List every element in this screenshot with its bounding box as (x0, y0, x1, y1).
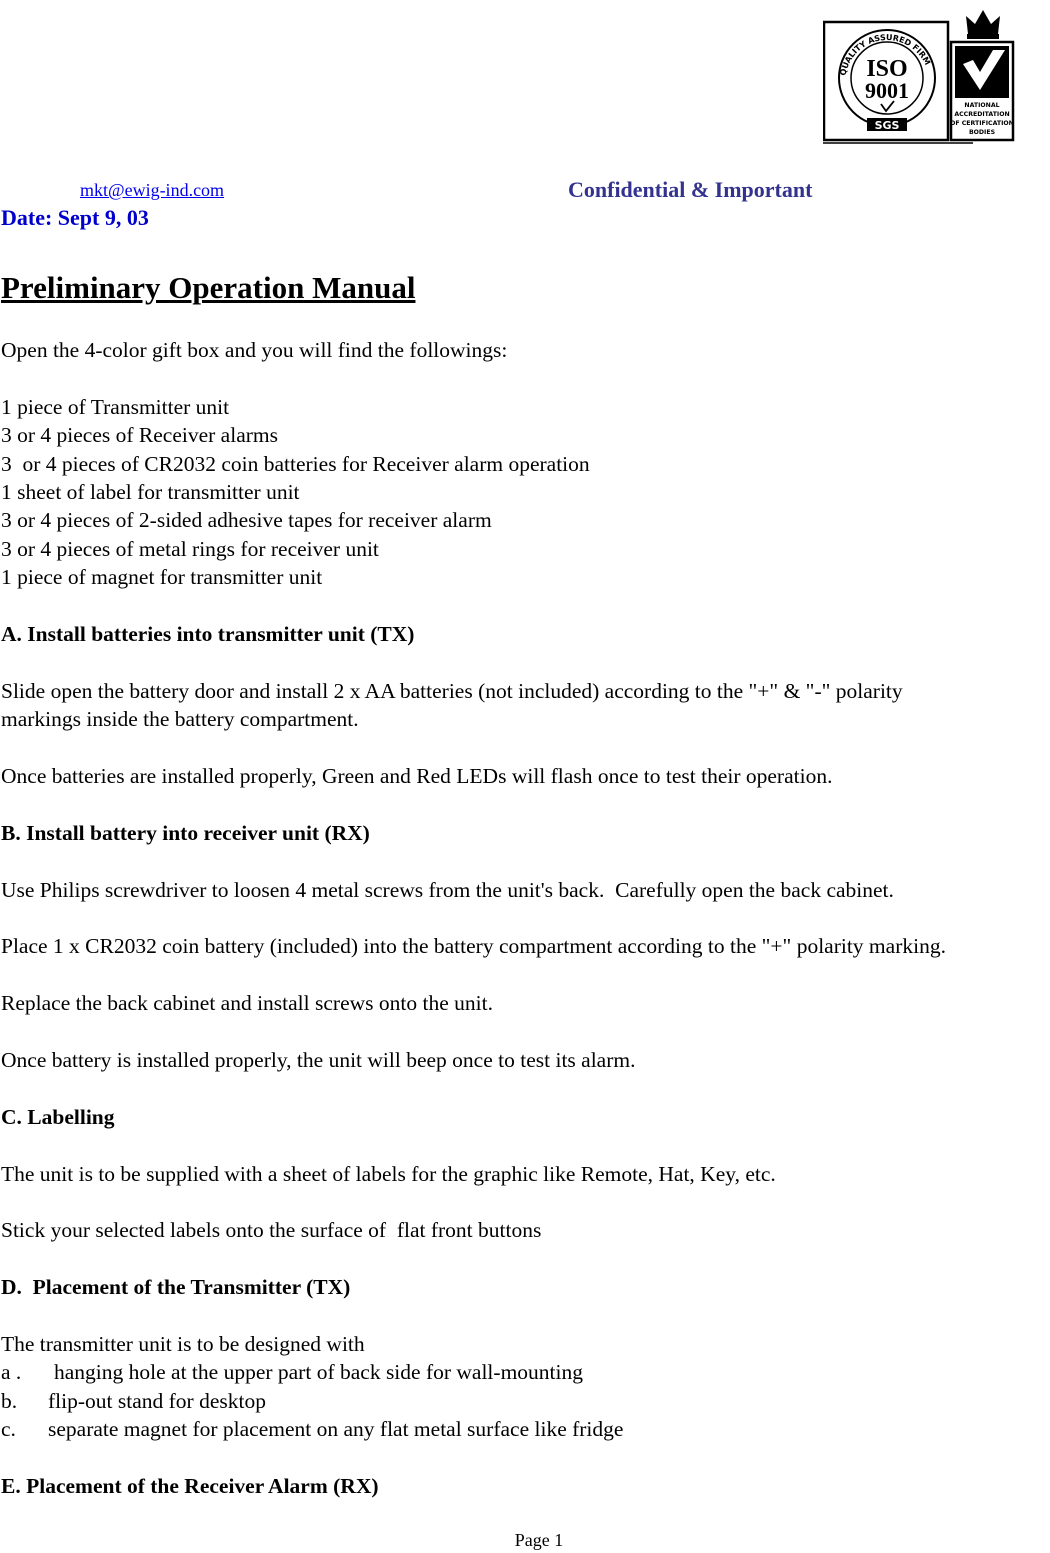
section-d-heading: D. Placement of the Transmitter (TX) (1, 1275, 351, 1300)
manual-body (1, 336, 1050, 1529)
list-item-label: c. (1, 1417, 16, 1442)
document-date: Date: Sept 9, 03 (1, 205, 149, 230)
logo-accreditation-line-3: OF CERTIFICATION (950, 120, 1014, 127)
section-a-paragraph: Once batteries are installed properly, Green and Red LEDs will flash once to test their operation. (1, 764, 833, 789)
section-b-paragraph: Place 1 x CR2032 coin battery (included) into the battery compartment according to the "+" polarity marking. (1, 934, 946, 959)
section-b-paragraph: Once battery is installed properly, the unit will beep once to test its alarm. (1, 1048, 636, 1073)
list-item-text: hanging hole at the upper part of back side for wall-mounting (54, 1360, 583, 1385)
email-link[interactable]: mkt@ewig-ind.com (80, 180, 225, 200)
section-a-paragraph (1, 677, 1050, 734)
section-b-heading: B. Install battery into receiver unit (RX) (1, 820, 370, 845)
section-e-heading: E. Placement of the Receiver Alarm (RX) (1, 1474, 379, 1499)
logo-iso-number: 9001 (865, 78, 909, 103)
section-c-paragraph: Stick your selected labels onto the surface of flat front buttons (1, 1218, 542, 1243)
contents-list-item: 1 sheet of label for transmitter unit (1, 480, 300, 505)
list-item-label: a . (1, 1360, 22, 1385)
section-c-paragraph: The unit is to be supplied with a sheet of labels for the graphic like Remote, Hat, Key, etc. (1, 1161, 776, 1186)
logo-accreditation-line-1: NATIONAL (964, 102, 1000, 109)
logo-accreditation-line-2: ACCREDITATION (954, 111, 1010, 118)
section-a-line: markings inside the battery compartment. (1, 707, 359, 732)
contents-list-item: 1 piece of Transmitter unit (1, 394, 230, 419)
logo-ring-text: QUALITY ASSURED FIRM (838, 32, 933, 77)
confidential-label: Confidential & Important (568, 177, 813, 202)
contents-list-item: 3 or 4 pieces of metal rings for receiver unit (1, 536, 379, 561)
logo-accreditation-line-4: BODIES (968, 129, 996, 136)
list-item-text: separate magnet for placement on any flat metal surface like fridge (48, 1417, 624, 1442)
section-a-heading: A. Install batteries into transmitter unit (TX) (1, 622, 415, 647)
section-a-line: Slide open the battery door and install 2 x AA batteries (not included) according to the "+" & "-" polarity (1, 678, 903, 703)
page-title: Preliminary Operation Manual (1, 270, 416, 305)
contents-list (1, 393, 1050, 592)
section-b-paragraph: Use Philips screwdriver to loosen 4 metal screws from the unit's back. Carefully open the back cabinet. (1, 877, 894, 902)
section-d-list (1, 1330, 1050, 1444)
list-item (1, 1387, 1050, 1415)
intro-text: Open the 4-color gift box and you will find the followings: (1, 338, 508, 362)
section-c-heading: C. Labelling (1, 1104, 115, 1129)
section-b-paragraph: Replace the back cabinet and install screws onto the unit. (1, 991, 493, 1016)
list-item (1, 1358, 1050, 1386)
list-item (1, 1415, 1050, 1443)
list-item-text: flip-out stand for desktop (48, 1388, 266, 1413)
section-d-intro: The transmitter unit is to be designed with (1, 1332, 365, 1356)
logo-iso-label: ISO (866, 56, 908, 82)
contents-list-item: 3 or 4 pieces of CR2032 coin batteries for Receiver alarm operation (1, 451, 590, 476)
iso-9001-certification-logo (823, 6, 1023, 146)
logo-sgs: SGS (874, 119, 900, 132)
page-number: Page 1 (514, 1530, 564, 1550)
crown-icon (966, 10, 1000, 39)
list-item-label: b. (1, 1388, 18, 1413)
contents-list-item: 3 or 4 pieces of 2-sided adhesive tapes for receiver alarm (1, 508, 492, 533)
contents-list-item: 3 or 4 pieces of Receiver alarms (1, 423, 278, 448)
contents-list-item: 1 piece of magnet for transmitter unit (1, 565, 323, 590)
